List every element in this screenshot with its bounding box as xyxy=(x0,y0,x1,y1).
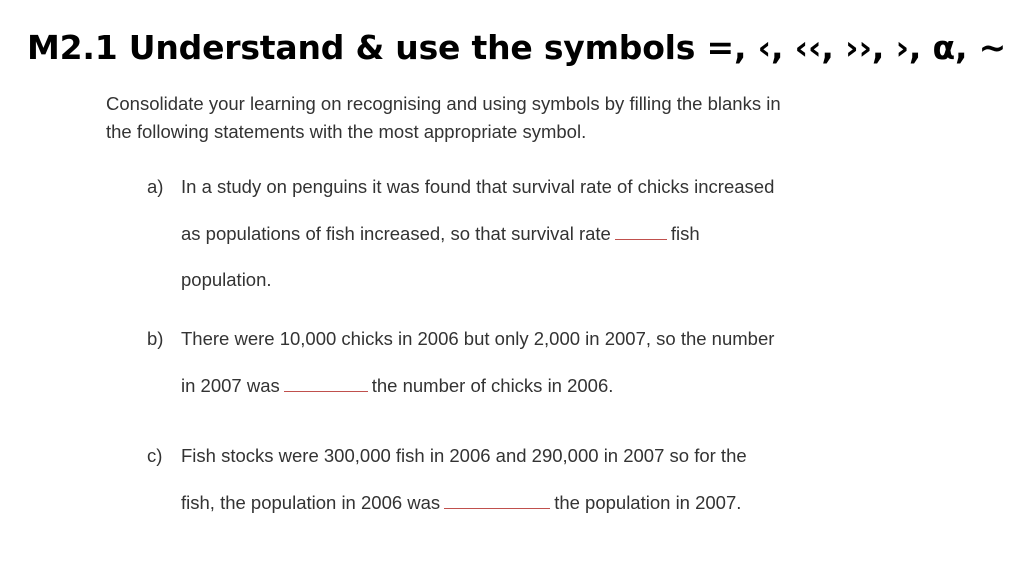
question-marker: c) xyxy=(147,445,163,466)
question-line xyxy=(181,223,700,245)
question-line xyxy=(181,492,741,514)
question-marker: b) xyxy=(147,328,164,349)
intro-line-1: Consolidate your learning on recognising and using symbols by filling the blanks in xyxy=(106,93,781,114)
question-text: the population in 2007. xyxy=(554,492,742,513)
question-marker: a) xyxy=(147,176,164,197)
question-line: In a study on penguins it was found that survival rate of chicks increased xyxy=(181,176,775,197)
question-text: as populations of fish increased, so that survival rate xyxy=(181,223,611,244)
question-text: fish xyxy=(670,223,700,244)
intro-line-2: the following statements with the most appropriate symbol. xyxy=(106,121,587,142)
question-line: There were 10,000 chicks in 2006 but only 2,000 in 2007, so the number xyxy=(181,328,775,349)
question-line: Fish stocks were 300,000 fish in 2006 and 290,000 in 2007 so for the xyxy=(181,445,747,466)
intro-paragraph xyxy=(106,90,906,146)
answer-blank[interactable] xyxy=(284,390,368,392)
answer-blank[interactable] xyxy=(444,507,550,509)
question-text: the number of chicks in 2006. xyxy=(371,375,614,396)
question-line: population. xyxy=(181,269,272,290)
question-line xyxy=(181,375,613,397)
answer-blank[interactable] xyxy=(615,238,667,240)
question-text: in 2007 was xyxy=(181,375,280,396)
question-text: fish, the population in 2006 was xyxy=(181,492,441,513)
page-title: M2.1 Understand & use the symbols =, ‹, ‹‹, ››, ›, α, ~ xyxy=(27,28,1007,67)
